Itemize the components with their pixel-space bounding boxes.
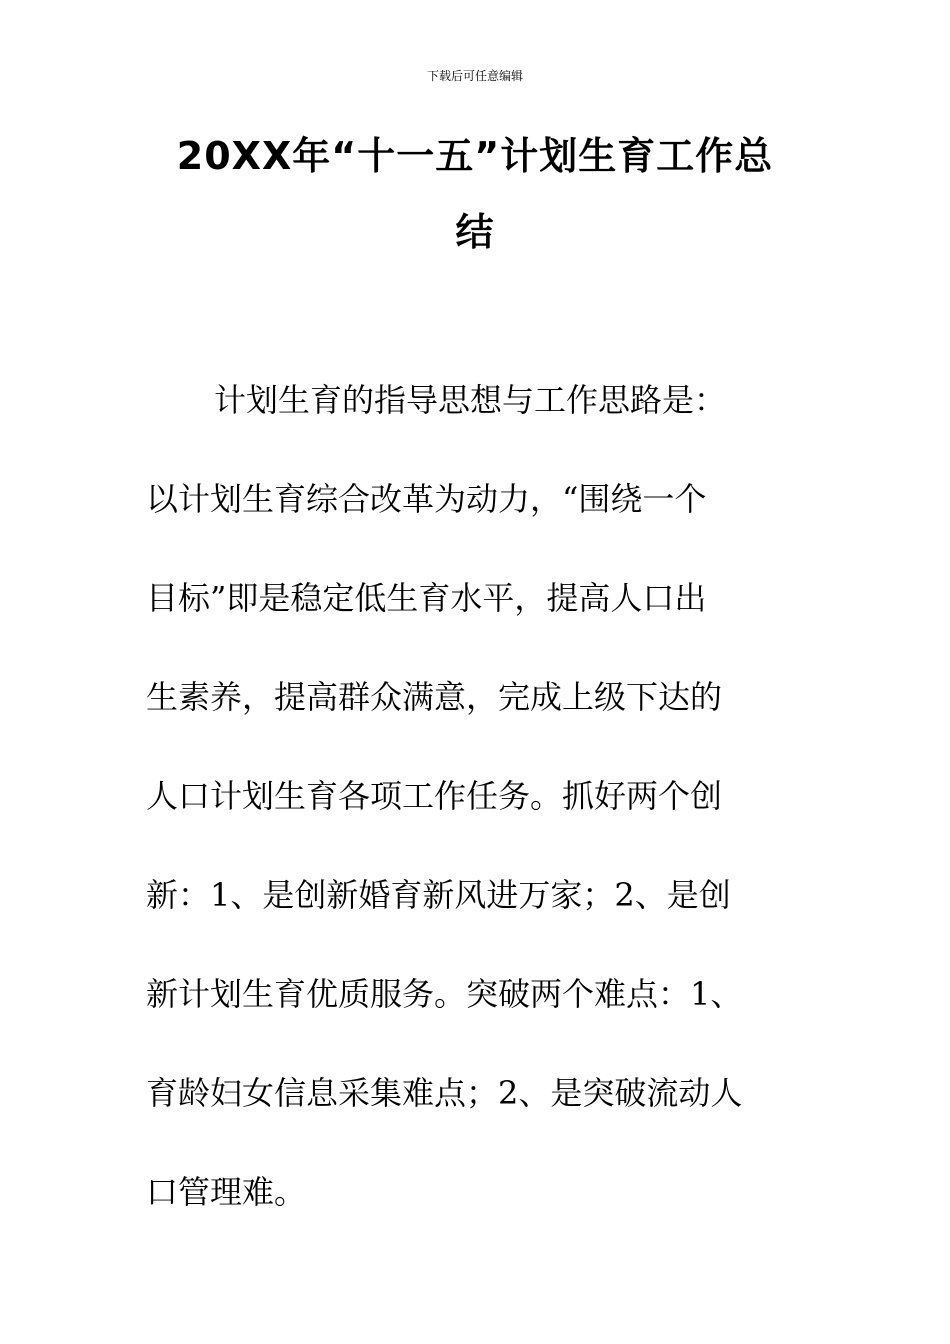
paragraph-line: 人口计划生育各项工作任务。抓好两个创 — [146, 777, 723, 815]
paragraph-line: 新：1、是创新婚育新风进万家；2、是创 — [146, 876, 731, 914]
paragraph-line: 生素养，提高群众满意，完成上级下达的 — [146, 678, 723, 716]
paragraph-line: 育龄妇女信息采集难点；2、是突破流动人 — [146, 1074, 743, 1112]
body-paragraph — [146, 367, 806, 1258]
title-line: 20XX年“十一五”计划生育工作总 — [176, 134, 774, 178]
paragraph-line: 目标”即是稳定低生育水平，提高人口出 — [146, 579, 707, 617]
header-note: 下载后可任意编辑 — [426, 69, 523, 83]
title-line: 结 — [455, 210, 495, 254]
paragraph-line: 口管理难。 — [146, 1173, 307, 1211]
paragraph-line: 以计划生育综合改革为动力，“围绕一个 — [146, 480, 707, 518]
document-title — [140, 118, 810, 270]
paragraph-line: 计划生育的指导思想与工作思路是： — [214, 381, 727, 419]
paragraph-line: 新计划生育优质服务。突破两个难点：1、 — [146, 975, 743, 1013]
